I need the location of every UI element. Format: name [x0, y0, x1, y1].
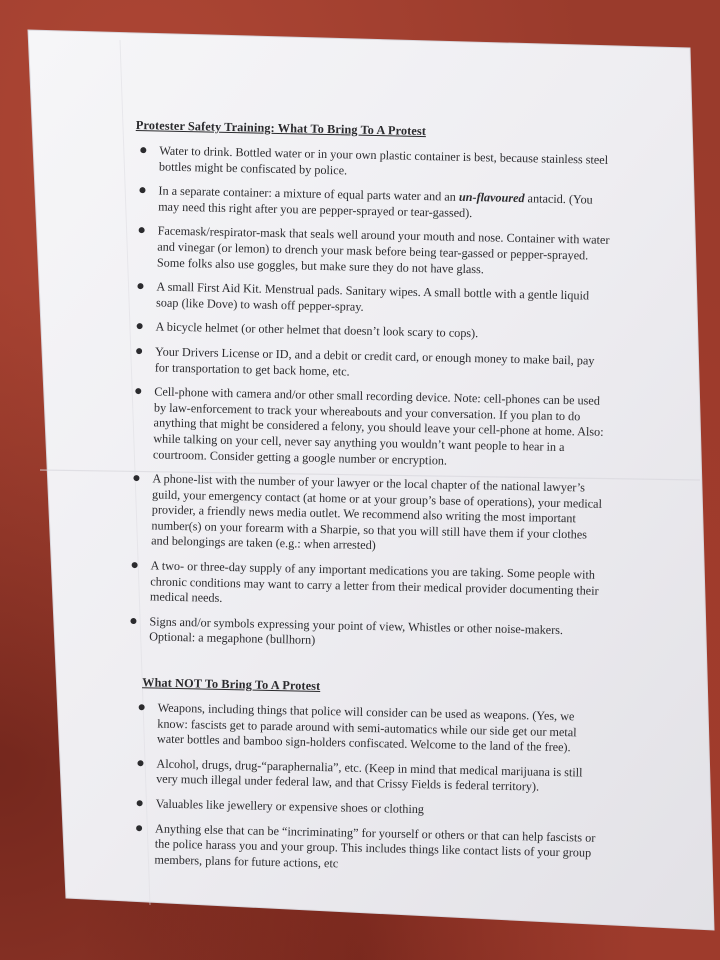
bullet-icon [139, 704, 145, 710]
list-item: Signs and/or symbols expressing your point of view, Whistles or other noise-makers. Optional: a megaphone (bullhorn) [125, 614, 604, 655]
bullet-icon [137, 283, 143, 289]
list-item: A small First Aid Kit. Menstrual pads. Sanitary wipes. A small bottle with a gentle liquid soap (like Dove) to wash off pepper-spray. [132, 279, 611, 320]
bullet-icon [140, 147, 146, 153]
list-item: Cell-phone with camera and/or other small recording device. Note: cell-phones can be used by law-enforcement to track your whereabouts and your conversation. If you plan to do anything that might be considered a felony, you should leave your cell-phone at home. Also: while talking on your cell, never say anything you wouldn’t want people to hear in a courtroom. Consider getting a google number or encryption. [129, 384, 609, 472]
bullet-icon [139, 227, 145, 233]
bullet-icon [130, 618, 136, 624]
bring-list [125, 143, 613, 655]
list-item: Anything else that can be “incriminating” for yourself or others or that can help fascists or the police harass you and your group. This includes things like contact lists of your group members, plans for future actions, etc [120, 820, 599, 877]
list-item: Weapons, including things that police will consider can be used as weapons. (Yes, we know: fascists get to parade around with semi-automatics while our side get our metal water bottles and bamboo sign-holders confiscated. Welcome to the land of the free). [123, 700, 602, 757]
bullet-icon [137, 800, 143, 806]
document-body [120, 118, 614, 886]
list-item: A phone-list with the number of your lawyer or the local chapter of the national lawyer’s guild, your emergency contact (at home or at your group’s base of operations), your medical provider, a friendly news media outlet. We recommend also writing the most important number(s) on your forearm with a Sharpie, so that you will still have them if your clothes and belongings are taken (e.g.: when arrested) [127, 471, 607, 559]
bullet-icon [137, 323, 143, 329]
bullet-icon [137, 760, 143, 766]
list-item: Your Drivers License or ID, and a debit or credit card, or enough money to make bail, pay for transportation to get back home, etc. [131, 344, 610, 385]
list-item: Alcohol, drugs, drug-“paraphernalia”, etc. (Keep in mind that medical marijuana is still very much illegal under federal law, and that Crissy Fields is federal territory). [122, 756, 601, 797]
list-item: In a separate container: a mixture of equal parts water and an un-flavoured antacid. (You may need this right after you are pepper-sprayed or tear-gassed). [134, 183, 613, 224]
do-not-bring-list [120, 700, 601, 877]
list-item: Valuables like jewellery or expensive shoes or clothing [121, 796, 599, 822]
list-item: A bicycle helmet (or other helmet that doesn’t look scary to cops). [131, 319, 609, 345]
list-item: Water to drink. Bottled water or in your own plastic container is best, because stainless steel bottles might be confiscated by police. [135, 143, 614, 184]
bullet-icon [136, 825, 142, 831]
section-heading-what-to-bring: Protester Safety Training: What To Bring To A Protest [135, 118, 427, 139]
bullet-icon [133, 475, 139, 481]
list-item: Facemask/respirator-mask that seals well around your mouth and nose. Container with water and vinegar (or lemon) to drench your mask before being tear-gassed or pepper-sprayed. Some folks also use goggles, but make sure they do not have glass. [133, 223, 612, 280]
bullet-icon [136, 348, 142, 354]
bullet-icon [135, 388, 141, 394]
bullet-icon [139, 187, 145, 193]
list-item: A two- or three-day supply of any important medications you are taking. Some people with chronic conditions may want to carry a letter from their medical provider documenting their medical needs. [126, 558, 605, 615]
emphasis-text: un-flavoured [458, 189, 525, 206]
bullet-icon [132, 562, 138, 568]
section-heading-what-not-to-bring: What NOT To Bring To A Protest [142, 675, 321, 694]
